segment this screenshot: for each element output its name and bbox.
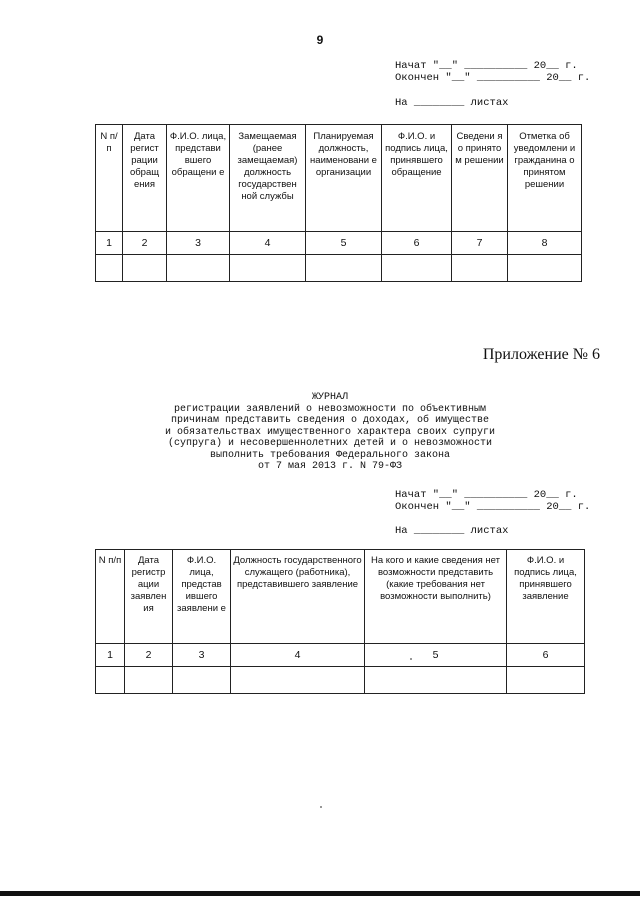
header-cell: Ф.И.О. и подпись лица, принявшего обращение (382, 125, 452, 232)
register-sheets-line: На ________ листах (395, 97, 509, 109)
journal-line: (супруга) и несовершеннолетних детей и о невозможности (167, 438, 493, 449)
empty-cell (123, 255, 167, 282)
empty-cell (125, 667, 173, 694)
journal-line: регистрации заявлений о невозможности по объективным (173, 403, 487, 415)
column-number: 1 (96, 232, 123, 255)
header-cell: Ф.И.О. лица, представи вшего обращени е (167, 125, 230, 232)
column-number: 2 (123, 232, 167, 255)
header-cell: N п/п (96, 125, 123, 232)
empty-cell (96, 667, 125, 694)
empty-cell (167, 255, 230, 282)
register-sheets-line: На ________ листах (395, 525, 509, 537)
journal-line: причинам представить сведения о доходах, об имуществе (170, 415, 490, 426)
column-number: 5 (306, 232, 382, 255)
scan-speck (410, 658, 412, 660)
header-cell: Замещаемая (ранее замещаемая) должность государствен ной службы (230, 125, 306, 232)
empty-cell (306, 255, 382, 282)
header-cell: N п/п (96, 550, 125, 644)
empty-cell (507, 667, 585, 694)
empty-cell (230, 255, 306, 282)
empty-cell (96, 255, 123, 282)
empty-cell (231, 667, 365, 694)
register-started-line: Начат "__" __________ 20__ г. (395, 489, 578, 501)
empty-cell (382, 255, 452, 282)
column-number: 3 (173, 644, 231, 667)
column-number: 5 (365, 644, 507, 667)
journal-table-2 (95, 549, 585, 694)
page-number: 9 (316, 33, 324, 47)
header-cell: Ф.И.О. и подпись лица, принявшего заявление (507, 550, 585, 644)
column-number: 1 (96, 644, 125, 667)
empty-cell (173, 667, 231, 694)
header-cell: Сведени я о принято м решении (452, 125, 508, 232)
header-cell: На кого и какие сведения нет возможности представить (какие требования нет возможности выполнить) (365, 550, 507, 644)
column-number: 4 (231, 644, 365, 667)
appendix-title: Приложение № 6 (482, 346, 600, 363)
header-cell: Дата регистр ации заявлен ия (125, 550, 173, 644)
journal-line: и обязательствах имущественного характера своих супруги (164, 426, 496, 438)
empty-cell (452, 255, 508, 282)
column-number: 8 (508, 232, 582, 255)
column-number: 6 (507, 644, 585, 667)
journal-heading (140, 392, 520, 473)
empty-cell (365, 667, 507, 694)
header-cell: Отметка об уведомлени и гражданина о принятом решении (508, 125, 582, 232)
scan-speck (320, 806, 322, 808)
journal-line: выполнить требования Федерального закона (209, 449, 451, 461)
journal-title: ЖУРНАЛ (311, 392, 348, 403)
column-number: 3 (167, 232, 230, 255)
scan-edge-bar (0, 891, 640, 896)
header-cell: Планируемая должность, наименовани е организации (306, 125, 382, 232)
header-cell: Дата регист рации обращ ения (123, 125, 167, 232)
register-started-line: Начат "__" __________ 20__ г. (395, 60, 578, 72)
column-number: 7 (452, 232, 508, 255)
empty-cell (508, 255, 582, 282)
header-cell: Ф.И.О. лица, представ ившего заявлени е (173, 550, 231, 644)
journal-line: от 7 мая 2013 г. N 79-ФЗ (257, 461, 403, 472)
column-number: 4 (230, 232, 306, 255)
register-ended-line: Окончен "__" __________ 20__ г. (395, 501, 591, 513)
journal-table-1 (95, 124, 582, 282)
header-cell: Должность государственного служащего (работника), представившего заявление (231, 550, 365, 644)
register-ended-line: Окончен "__" __________ 20__ г. (395, 72, 591, 84)
column-number: 2 (125, 644, 173, 667)
column-number: 6 (382, 232, 452, 255)
